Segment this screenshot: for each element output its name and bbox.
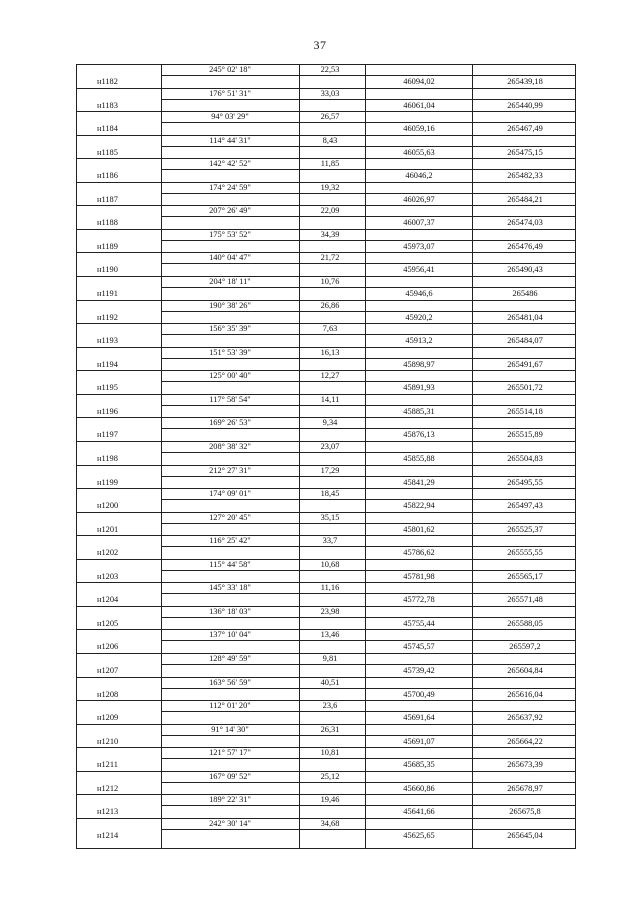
point-name-cell: н1210 <box>97 736 119 746</box>
angle-cell: 128° 49' 59" <box>209 654 251 663</box>
table-row <box>77 700 575 724</box>
distance-cell: 25,12 <box>320 771 340 781</box>
row-separator <box>161 428 365 429</box>
point-name-cell: н1206 <box>97 642 119 652</box>
x-coordinate-cell: 45973,07 <box>403 241 435 251</box>
row-separator <box>161 805 365 806</box>
y-coordinate-cell: 265467,49 <box>507 124 543 134</box>
table-row <box>77 276 575 300</box>
x-coordinate-cell: 45891,93 <box>403 383 435 393</box>
row-separator <box>161 99 365 100</box>
y-coordinate-cell: 265604,84 <box>507 666 543 675</box>
table-row <box>77 300 575 324</box>
row-separator <box>161 499 365 500</box>
point-name-cell: н1188 <box>97 218 118 228</box>
distance-cell: 33,7 <box>322 536 338 546</box>
distance-cell: 34,68 <box>320 818 340 828</box>
point-name-cell: н1200 <box>97 501 119 511</box>
row-separator <box>365 546 575 547</box>
y-coordinate-cell: 265504,83 <box>507 453 543 463</box>
x-coordinate-cell: 45841,29 <box>403 477 435 487</box>
x-coordinate-cell: 45660,86 <box>403 783 435 793</box>
row-separator <box>365 782 575 783</box>
angle-cell: 116° 25' 42" <box>209 536 251 546</box>
point-name-cell: н1209 <box>97 713 119 723</box>
table-row <box>77 252 575 276</box>
distance-cell: 22,53 <box>320 65 340 74</box>
point-name-cell: н1184 <box>97 124 118 134</box>
y-coordinate-cell: 265571,48 <box>507 595 543 605</box>
distance-cell: 10,68 <box>320 559 340 569</box>
angle-cell: 212° 27' 31" <box>209 465 251 475</box>
table-row <box>77 135 575 159</box>
point-name-cell: н1185 <box>97 147 118 157</box>
y-coordinate-cell: 265495,55 <box>507 477 543 487</box>
table-row <box>77 394 575 418</box>
x-coordinate-cell: 45700,49 <box>403 689 435 699</box>
point-name-cell: н1192 <box>97 312 118 322</box>
row-separator <box>365 334 575 335</box>
distance-cell: 16,13 <box>320 347 340 357</box>
row-separator <box>161 122 365 123</box>
distance-cell: 10,81 <box>320 748 340 758</box>
distance-cell: 18,45 <box>320 489 340 499</box>
angle-cell: 145° 33' 18" <box>209 583 251 593</box>
row-separator <box>365 381 575 382</box>
distance-cell: 9,34 <box>322 418 338 428</box>
angle-cell: 207° 26' 49" <box>209 206 251 216</box>
angle-cell: 151° 53' 39" <box>209 347 251 357</box>
point-name-cell: н1196 <box>97 406 118 416</box>
table-row <box>77 747 575 771</box>
table-row <box>77 158 575 182</box>
angle-cell: 163° 56' 59" <box>209 677 251 687</box>
row-separator <box>161 711 365 712</box>
y-coordinate-cell: 265439,18 <box>507 77 543 86</box>
distance-cell: 7,63 <box>322 324 338 334</box>
x-coordinate-cell: 45801,62 <box>403 524 435 534</box>
x-coordinate-cell: 46046,2 <box>405 171 433 181</box>
x-coordinate-cell: 45685,35 <box>403 760 435 770</box>
angle-cell: 121° 57' 17" <box>209 748 251 758</box>
y-coordinate-cell: 265664,22 <box>507 736 543 746</box>
x-coordinate-cell: 45691,07 <box>403 736 435 746</box>
table-row <box>77 724 575 748</box>
point-name-cell: н1198 <box>97 453 118 463</box>
x-coordinate-cell: 45885,31 <box>403 406 435 416</box>
y-coordinate-cell: 265597,2 <box>509 642 541 652</box>
row-separator <box>161 593 365 594</box>
row-separator <box>161 476 365 477</box>
y-coordinate-cell: 265525,37 <box>507 524 543 534</box>
point-name-cell: н1204 <box>97 595 119 605</box>
point-name-cell: н1214 <box>97 830 119 840</box>
angle-cell: 174° 09' 01" <box>209 489 251 499</box>
distance-cell: 22,09 <box>320 206 340 216</box>
table-row <box>77 370 575 394</box>
row-separator <box>161 240 365 241</box>
row-separator <box>365 805 575 806</box>
table-row <box>77 818 575 842</box>
distance-cell: 12,27 <box>320 371 340 381</box>
row-separator <box>161 334 365 335</box>
table-row <box>77 512 575 536</box>
table-row <box>77 582 575 606</box>
row-separator <box>161 735 365 736</box>
point-name-cell: н1182 <box>97 77 118 86</box>
row-separator <box>365 169 575 170</box>
y-coordinate-cell: 265637,92 <box>507 713 543 723</box>
distance-cell: 40,51 <box>320 677 340 687</box>
distance-cell: 19,46 <box>320 795 340 805</box>
x-coordinate-cell: 45641,66 <box>403 807 435 817</box>
distance-cell: 8,43 <box>322 135 338 145</box>
distance-cell: 21,72 <box>320 253 340 263</box>
row-separator <box>161 311 365 312</box>
row-separator <box>365 570 575 571</box>
point-name-cell: н1213 <box>97 807 119 817</box>
y-coordinate-cell: 265476,49 <box>507 241 543 251</box>
table-row <box>77 771 575 795</box>
coordinates-table <box>76 64 576 849</box>
row-separator <box>161 829 365 830</box>
y-coordinate-cell: 265673,39 <box>507 760 543 770</box>
point-name-cell: н1194 <box>97 359 118 369</box>
distance-cell: 26,57 <box>320 112 340 122</box>
distance-cell: 17,29 <box>320 465 340 475</box>
y-coordinate-cell: 265501,72 <box>507 383 543 393</box>
y-coordinate-cell: 265616,04 <box>507 689 543 699</box>
point-name-cell: н1205 <box>97 618 119 628</box>
table-row <box>77 677 575 701</box>
table-row <box>77 347 575 371</box>
y-coordinate-cell: 265514,18 <box>507 406 543 416</box>
x-coordinate-cell: 45739,42 <box>403 666 435 675</box>
table-row <box>77 794 575 818</box>
angle-cell: 156° 35' 39" <box>209 324 251 334</box>
distance-cell: 33,03 <box>320 88 340 98</box>
y-coordinate-cell: 265678,97 <box>507 783 543 793</box>
distance-cell: 26,31 <box>320 724 340 734</box>
table-row <box>77 229 575 253</box>
angle-cell: 140° 04' 47" <box>209 253 251 263</box>
x-coordinate-cell: 46059,16 <box>403 124 435 134</box>
distance-cell: 11,16 <box>320 583 340 593</box>
row-separator <box>161 546 365 547</box>
x-coordinate-cell: 45876,13 <box>403 430 435 440</box>
point-name-cell: н1183 <box>97 100 118 110</box>
table-row <box>77 205 575 229</box>
distance-cell: 11,85 <box>320 159 340 169</box>
x-coordinate-cell: 46055,63 <box>403 147 435 157</box>
angle-cell: 91° 14' 30" <box>211 724 249 734</box>
angle-cell: 112° 01' 20" <box>209 701 251 711</box>
table-row <box>77 488 575 512</box>
angle-cell: 136° 18' 03" <box>209 606 251 616</box>
x-coordinate-cell: 45786,62 <box>403 548 435 558</box>
angle-cell: 137° 10' 04" <box>209 630 251 640</box>
point-name-cell: н1207 <box>97 666 119 675</box>
point-name-cell: н1202 <box>97 548 119 558</box>
distance-cell: 9,81 <box>322 654 338 663</box>
y-coordinate-cell: 265675,8 <box>509 807 541 817</box>
distance-cell: 34,39 <box>320 229 340 239</box>
row-separator <box>161 146 365 147</box>
y-coordinate-cell: 265484,21 <box>507 194 543 204</box>
point-name-cell: н1195 <box>97 383 118 393</box>
angle-cell: 117° 58' 54" <box>209 394 251 404</box>
y-coordinate-cell: 265481,04 <box>507 312 543 322</box>
row-separator <box>365 523 575 524</box>
point-name-cell: н1191 <box>97 289 118 299</box>
angle-cell: 127° 20' 45" <box>209 512 251 522</box>
x-coordinate-cell: 46007,37 <box>403 218 435 228</box>
row-separator <box>161 75 365 76</box>
row-separator <box>365 664 575 665</box>
y-coordinate-cell: 265440,99 <box>507 100 543 110</box>
row-separator <box>365 405 575 406</box>
table-row <box>77 653 575 677</box>
angle-cell: 142° 42' 52" <box>209 159 251 169</box>
row-separator <box>161 782 365 783</box>
angle-cell: 94° 03' 29" <box>211 112 249 122</box>
angle-cell: 169° 26' 53" <box>209 418 251 428</box>
x-coordinate-cell: 45745,57 <box>403 642 435 652</box>
distance-cell: 23,07 <box>320 441 340 451</box>
point-name-cell: н1203 <box>97 571 119 581</box>
table-row <box>77 417 575 441</box>
row-separator <box>365 240 575 241</box>
x-coordinate-cell: 46026,97 <box>403 194 435 204</box>
page-number: 37 <box>313 38 327 52</box>
row-separator <box>365 428 575 429</box>
angle-cell: 190° 38' 26" <box>209 300 251 310</box>
point-name-cell: н1186 <box>97 171 118 181</box>
row-separator <box>365 146 575 147</box>
x-coordinate-cell: 45855,88 <box>403 453 435 463</box>
row-separator <box>161 405 365 406</box>
table-row <box>77 535 575 559</box>
distance-cell: 35,15 <box>320 512 340 522</box>
x-coordinate-cell: 45781,98 <box>403 571 435 581</box>
point-name-cell: н1190 <box>97 265 118 275</box>
x-coordinate-cell: 45625,65 <box>403 830 435 840</box>
x-coordinate-cell: 45772,78 <box>403 595 435 605</box>
y-coordinate-cell: 265474,03 <box>507 218 543 228</box>
y-coordinate-cell: 265475,15 <box>507 147 543 157</box>
point-name-cell: н1199 <box>97 477 118 487</box>
row-separator <box>161 452 365 453</box>
x-coordinate-cell: 45822,94 <box>403 501 435 511</box>
distance-cell: 23,98 <box>320 606 340 616</box>
y-coordinate-cell: 265482,33 <box>507 171 543 181</box>
angle-cell: 174° 24' 59" <box>209 182 251 192</box>
row-separator <box>365 758 575 759</box>
y-coordinate-cell: 265645,04 <box>507 830 543 840</box>
point-name-cell: н1197 <box>97 430 118 440</box>
x-coordinate-cell: 45956,41 <box>403 265 435 275</box>
x-coordinate-cell: 45755,44 <box>403 618 435 628</box>
row-separator <box>161 523 365 524</box>
row-separator <box>161 570 365 571</box>
distance-cell: 13,46 <box>320 630 340 640</box>
angle-cell: 208° 38' 32" <box>209 441 251 451</box>
x-coordinate-cell: 45691,64 <box>403 713 435 723</box>
angle-cell: 245° 02' 18" <box>209 65 251 74</box>
distance-cell: 10,76 <box>320 277 340 287</box>
table-row <box>77 88 575 112</box>
row-separator <box>365 688 575 689</box>
row-separator <box>161 664 365 665</box>
y-coordinate-cell: 265497,43 <box>507 501 543 511</box>
row-separator <box>365 617 575 618</box>
point-name-cell: н1187 <box>97 194 118 204</box>
row-separator <box>365 452 575 453</box>
point-name-cell: н1193 <box>97 336 118 346</box>
x-coordinate-cell: 45913,2 <box>405 336 433 346</box>
angle-cell: 176° 51' 31" <box>209 88 251 98</box>
table-row <box>77 465 575 489</box>
row-separator <box>161 216 365 217</box>
distance-cell: 19,32 <box>320 182 340 192</box>
table-row <box>77 323 575 347</box>
y-coordinate-cell: 265486 <box>512 289 538 299</box>
distance-cell: 23,6 <box>322 701 338 711</box>
y-coordinate-cell: 265484,07 <box>507 336 543 346</box>
angle-cell: 115° 44' 58" <box>209 559 251 569</box>
y-coordinate-cell: 265515,89 <box>507 430 543 440</box>
angle-cell: 175° 53' 52" <box>209 229 251 239</box>
row-separator <box>365 711 575 712</box>
point-name-cell: н1201 <box>97 524 119 534</box>
row-separator <box>161 169 365 170</box>
row-separator <box>161 263 365 264</box>
point-name-cell: н1189 <box>97 241 118 251</box>
angle-cell: 114° 44' 31" <box>209 135 251 145</box>
row-separator <box>161 381 365 382</box>
angle-cell: 167° 09' 52" <box>209 771 251 781</box>
table-row <box>77 629 575 653</box>
table-row <box>77 441 575 465</box>
table-row <box>77 64 575 88</box>
row-separator <box>161 758 365 759</box>
distance-cell: 26,86 <box>320 300 340 310</box>
point-name-cell: н1212 <box>97 783 119 793</box>
row-separator <box>365 287 575 288</box>
table-row <box>77 606 575 630</box>
x-coordinate-cell: 46094,02 <box>403 77 435 86</box>
row-separator <box>365 216 575 217</box>
table-row <box>77 559 575 583</box>
row-separator <box>365 499 575 500</box>
angle-cell: 189° 22' 31" <box>209 795 251 805</box>
row-separator <box>365 476 575 477</box>
row-separator <box>365 75 575 76</box>
x-coordinate-cell: 46061,04 <box>403 100 435 110</box>
row-separator <box>365 193 575 194</box>
row-separator <box>365 122 575 123</box>
angle-cell: 242° 30' 14" <box>209 818 251 828</box>
row-separator <box>365 311 575 312</box>
row-separator <box>365 358 575 359</box>
point-name-cell: н1211 <box>97 760 118 770</box>
y-coordinate-cell: 265490,43 <box>507 265 543 275</box>
distance-cell: 14,11 <box>320 394 340 404</box>
row-separator <box>161 193 365 194</box>
point-name-cell: н1208 <box>97 689 119 699</box>
y-coordinate-cell: 265588,05 <box>507 618 543 628</box>
y-coordinate-cell: 265491,67 <box>507 359 543 369</box>
row-separator <box>365 735 575 736</box>
row-separator <box>365 593 575 594</box>
row-separator <box>161 617 365 618</box>
angle-cell: 125° 00' 40" <box>209 371 251 381</box>
x-coordinate-cell: 45898,97 <box>403 359 435 369</box>
row-separator <box>161 287 365 288</box>
row-separator <box>365 99 575 100</box>
x-coordinate-cell: 45920,2 <box>405 312 433 322</box>
row-separator <box>365 829 575 830</box>
row-separator <box>365 640 575 641</box>
row-separator <box>161 358 365 359</box>
table-row <box>77 182 575 206</box>
x-coordinate-cell: 45946,6 <box>405 289 433 299</box>
angle-cell: 204° 18' 11" <box>209 277 251 287</box>
row-separator <box>365 263 575 264</box>
row-separator <box>161 688 365 689</box>
y-coordinate-cell: 265555,55 <box>507 548 543 558</box>
row-separator <box>161 640 365 641</box>
y-coordinate-cell: 265565,17 <box>507 571 543 581</box>
table-row <box>77 111 575 135</box>
